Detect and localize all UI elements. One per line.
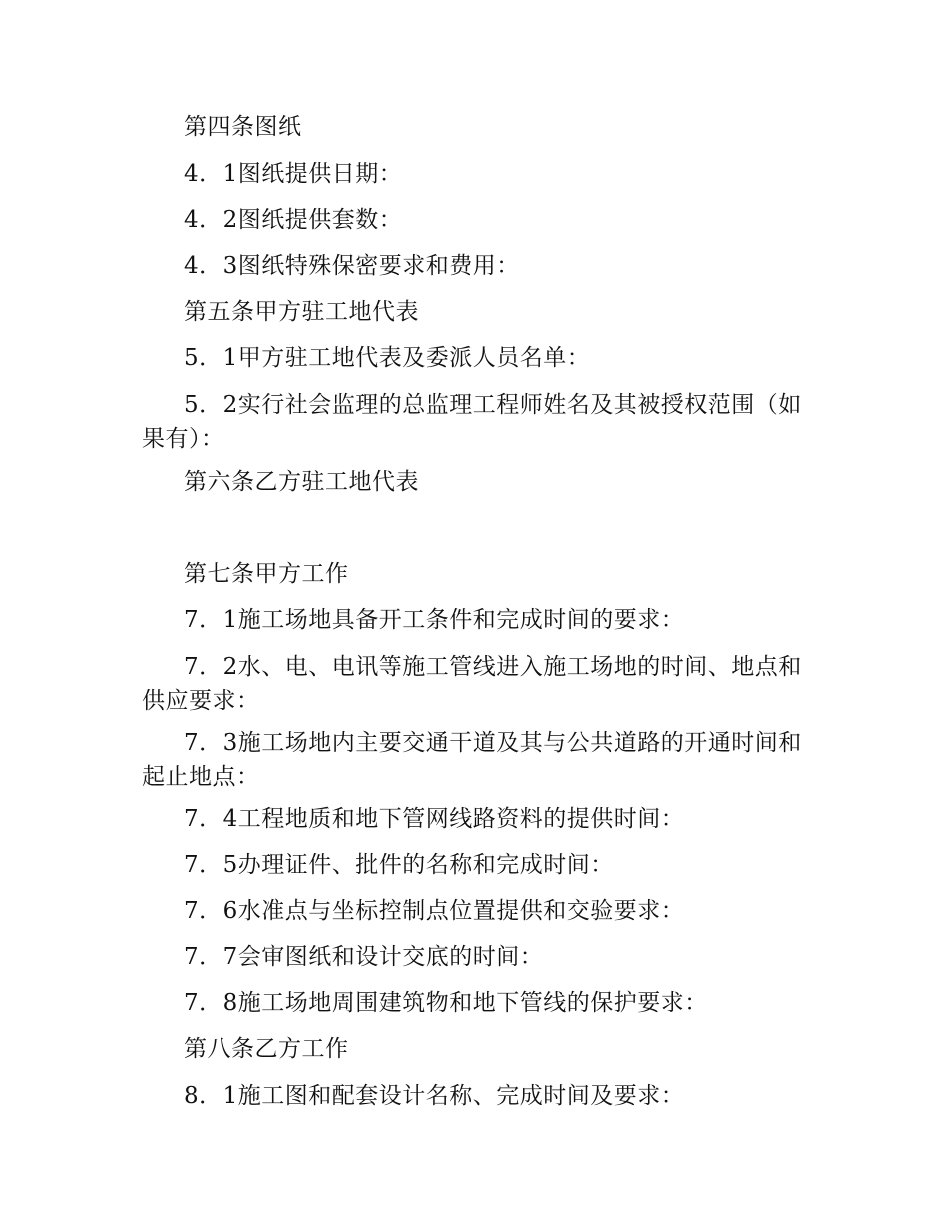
clause-7-2: 7．2水、电、电讯等施工管线进入施工场地的时间、地点和供应要求： [142,654,802,714]
clause-7-8: 7．8施工场地周围建筑物和地下管线的保护要求： [184,990,708,1016]
clause-5-1: 5．1甲方驻工地代表及委派人员名单： [184,345,591,371]
clause-7-6: 7．6水准点与坐标控制点位置提供和交验要求： [184,898,685,924]
clause-7-4: 7．4工程地质和地下管网线路资料的提供时间： [184,806,685,832]
article-8-heading: 第八条乙方工作 [184,1036,349,1062]
clause-8-1: 8．1施工图和配套设计名称、完成时间及要求： [184,1083,685,1109]
clause-7-3: 7．3施工场地内主要交通干道及其与公共道路的开通时间和起止地点： [142,730,802,790]
clause-7-5: 7．5办理证件、批件的名称和完成时间： [184,852,614,878]
clause-7-1: 7．1施工场地具备开工条件和完成时间的要求： [184,607,685,633]
clause-4-2: 4．2图纸提供套数： [184,207,403,233]
clause-7-7: 7．7会审图纸和设计交底的时间： [184,944,544,970]
article-4-heading: 第四条图纸 [184,114,302,140]
article-5-heading: 第五条甲方驻工地代表 [184,299,419,325]
clause-4-1: 4．1图纸提供日期： [184,161,403,187]
article-6-heading: 第六条乙方驻工地代表 [184,469,419,495]
clause-5-2: 5．2实行社会监理的总监理工程师姓名及其被授权范围（如果有）： [142,392,802,452]
clause-4-3: 4．3图纸特殊保密要求和费用： [184,253,520,279]
article-7-heading: 第七条甲方工作 [184,561,349,587]
